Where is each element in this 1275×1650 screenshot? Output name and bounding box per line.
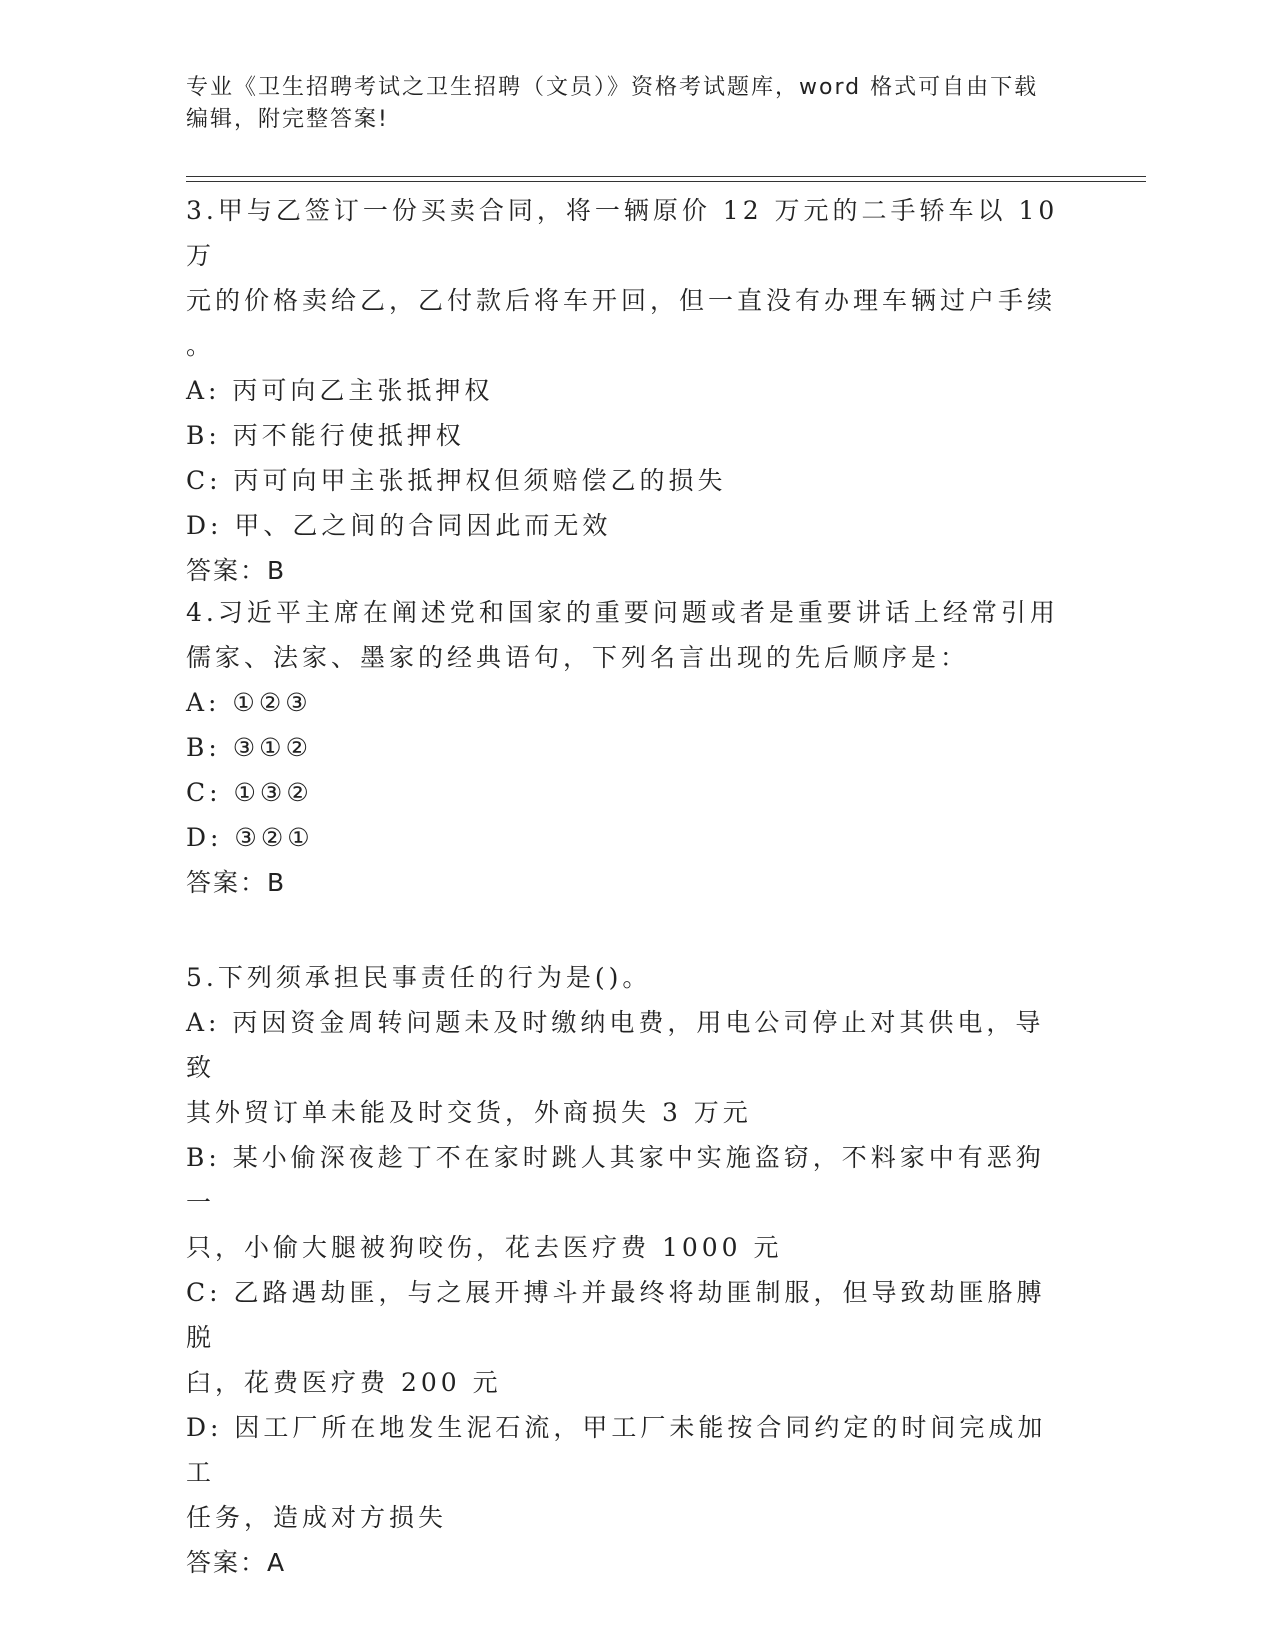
option-a-continued: 其外贸订单未能及时交货，外商损失 3 万元 <box>186 1098 752 1127</box>
answer-line <box>186 548 1066 593</box>
answer-line <box>186 1540 1066 1585</box>
answer-value: A <box>267 1548 285 1577</box>
option-a: A: 丙因资金周转问题未及时缴纳电费，用电公司停止对其供电，导致 <box>186 1008 1045 1082</box>
question-stem-line: 5.下列须承担民事责任的行为是()。 <box>186 963 652 992</box>
answer-value: B <box>267 556 285 585</box>
option-b: B: 丙不能行使抵押权 <box>186 421 465 450</box>
option-d: D: 甲、乙之间的合同因此而无效 <box>186 511 612 540</box>
option-c-continued: 臼，花费医疗费 200 元 <box>186 1368 502 1397</box>
question-stem-line: 4.习近平主席在阐述党和国家的重要问题或者是重要讲话上经常引用 <box>186 598 1059 627</box>
answer-value: B <box>267 868 285 897</box>
option-b-continued: 只，小偷大腿被狗咬伤，花去医疗费 1000 元 <box>186 1233 783 1262</box>
question-3 <box>186 188 1066 593</box>
question-stem-line: 。 <box>186 331 216 360</box>
header-line-1: 专业《卫生招聘考试之卫生招聘（文员）》资格考试题库，word 格式可自由下载 <box>186 75 1039 100</box>
option-b: B: ③①② <box>186 733 312 762</box>
question-stem-line: 3.甲与乙签订一份买卖合同，将一辆原价 12 万元的二手轿车以 10 万 <box>186 196 1059 270</box>
option-a: A: ①②③ <box>186 688 312 717</box>
question-4 <box>186 590 1066 905</box>
option-d: D: ③②① <box>186 823 314 852</box>
option-d-continued: 任务，造成对方损失 <box>186 1503 448 1532</box>
question-stem-line: 儒家、法家、墨家的经典语句，下列名言出现的先后顺序是： <box>186 643 970 672</box>
option-a: A: 丙可向乙主张抵押权 <box>186 376 494 405</box>
answer-label: 答案： <box>186 868 268 897</box>
answer-line <box>186 860 1066 905</box>
answer-label: 答案： <box>186 556 268 585</box>
option-c: C: 丙可向甲主张抵押权但须赔偿乙的损失 <box>186 466 727 495</box>
document-header <box>186 72 1066 136</box>
header-line-2: 编辑，附完整答案! <box>186 107 389 132</box>
option-c: C: ①③② <box>186 778 313 807</box>
question-5 <box>186 955 1066 1585</box>
header-divider-top <box>186 176 1146 177</box>
option-d: D: 因工厂所在地发生泥石流，甲工厂未能按合同约定的时间完成加工 <box>186 1413 1047 1487</box>
answer-label: 答案： <box>186 1548 268 1577</box>
option-b: B: 某小偷深夜趁丁不在家时跳人其家中实施盗窃，不料家中有恶狗一 <box>186 1143 1045 1217</box>
header-divider-bottom <box>186 181 1146 182</box>
option-c: C: 乙路遇劫匪，与之展开搏斗并最终将劫匪制服，但导致劫匪胳膊脱 <box>186 1278 1046 1352</box>
question-stem-line: 元的价格卖给乙，乙付款后将车开回，但一直没有办理车辆过户手续 <box>186 286 1057 315</box>
